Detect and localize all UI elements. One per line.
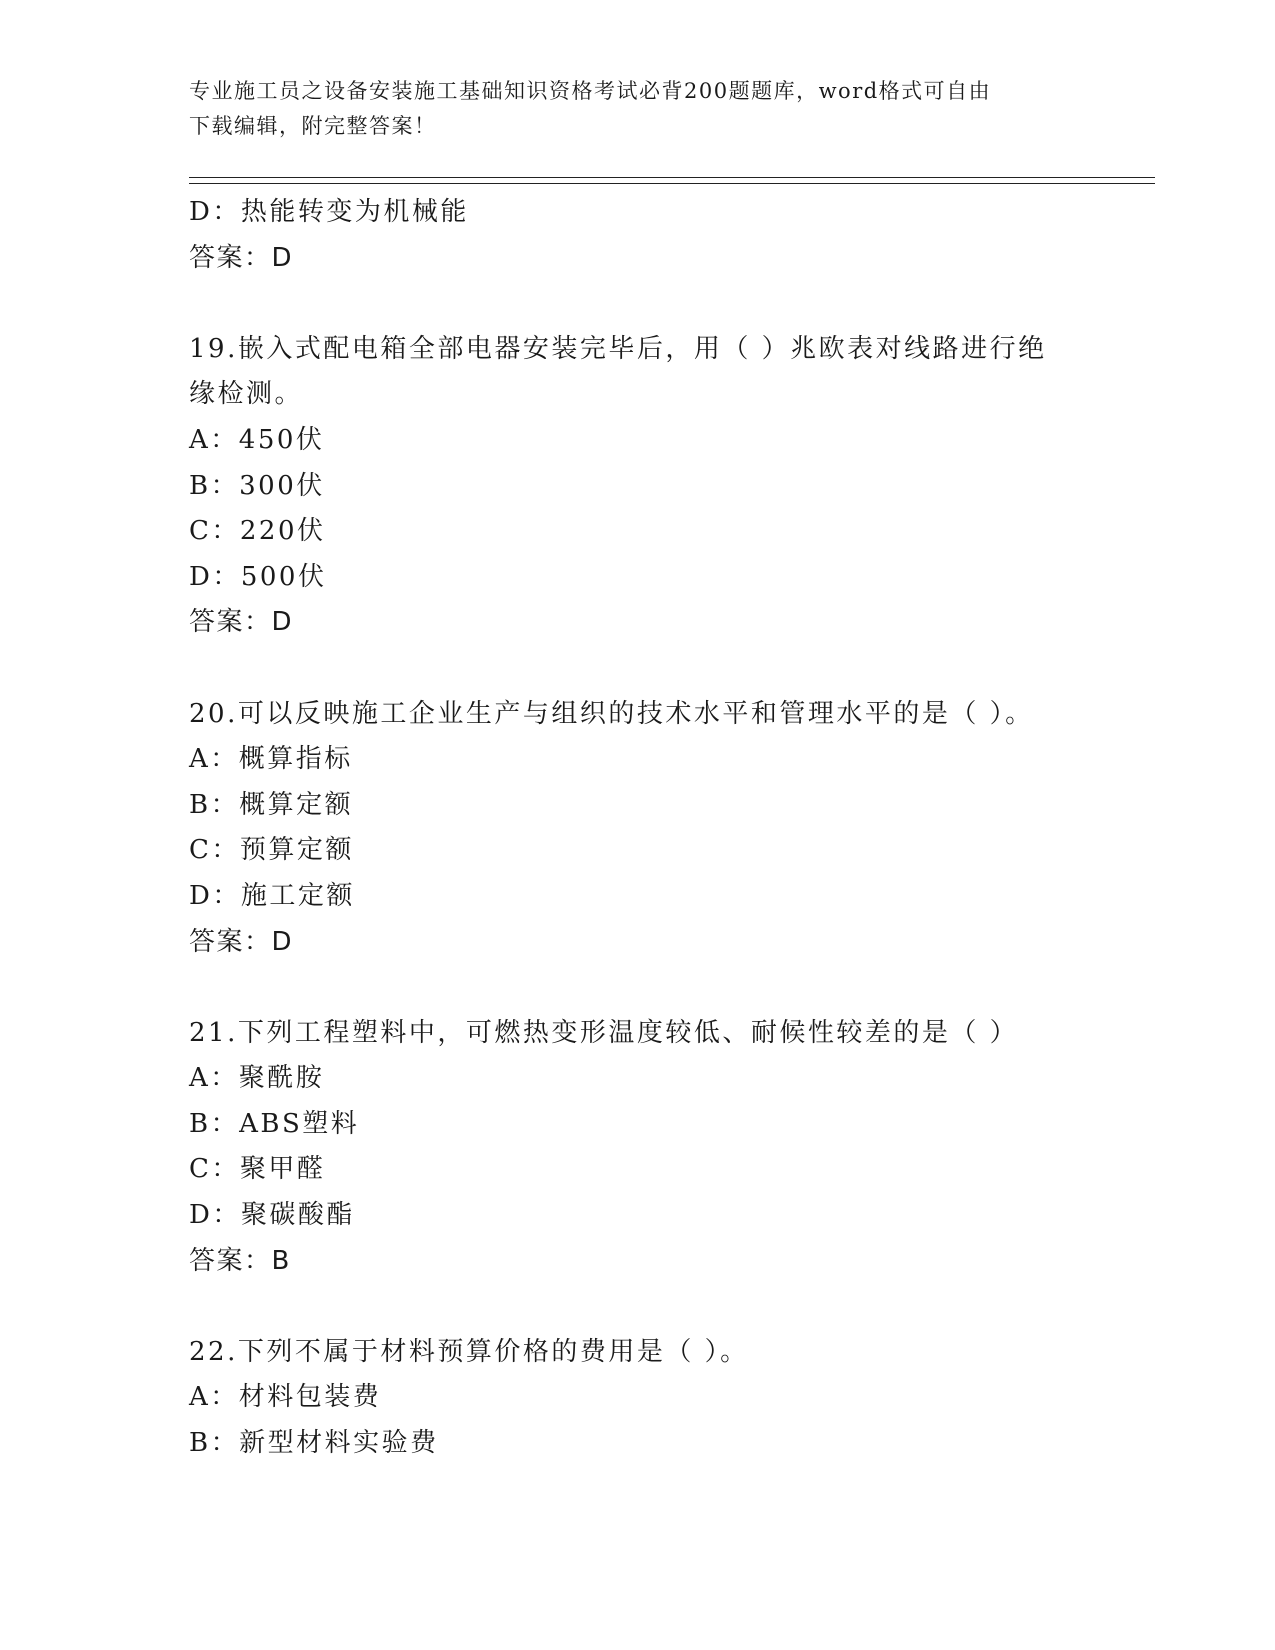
header-line-2: 下载编辑，附完整答案！ xyxy=(189,114,437,138)
question-stem: 19.嵌入式配电箱全部电器安装完毕后，用（ ）兆欧表对线路进行绝 xyxy=(189,333,1047,364)
answer-line: 答案：B xyxy=(189,1245,291,1276)
option-d: D：500伏 xyxy=(189,561,327,592)
option-d: D：热能转变为机械能 xyxy=(189,197,469,227)
spacer xyxy=(189,1284,1089,1330)
option-b: B：300伏 xyxy=(189,470,325,501)
answer-line: 答案：D xyxy=(189,926,294,957)
question-stem-continued: 缘检测。 xyxy=(189,379,304,410)
question-stem: 21.下列工程塑料中，可燃热变形温度较低、耐候性较差的是（ ） xyxy=(189,1017,1019,1048)
answer-line: 答案：D xyxy=(189,607,294,638)
question-stem: 22.下列不属于材料预算价格的费用是（ ）。 xyxy=(189,1336,749,1367)
question-stem: 20.可以反映施工企业生产与组织的技术水平和管理水平的是（ ）。 xyxy=(189,698,1034,729)
spacer xyxy=(189,646,1089,692)
question-content xyxy=(189,190,1089,1467)
option-c: C：预算定额 xyxy=(189,835,354,866)
option-d: D：施工定额 xyxy=(189,880,355,911)
option-c: C：220伏 xyxy=(189,516,326,547)
option-b: B：ABS塑料 xyxy=(189,1108,360,1139)
spacer xyxy=(189,965,1089,1011)
header-divider-bottom xyxy=(189,183,1155,184)
option-b: B：新型材料实验费 xyxy=(189,1428,439,1459)
option-d: D：聚碳酸酯 xyxy=(189,1200,355,1231)
answer-line: 答案：D xyxy=(189,242,294,273)
header-line-1: 专业施工员之设备安装施工基础知识资格考试必背200题题库，word格式可自由 xyxy=(189,79,992,103)
spacer xyxy=(189,281,1089,327)
option-a: A：聚酰胺 xyxy=(189,1063,325,1094)
document-header xyxy=(189,74,1069,144)
option-a: A：材料包装费 xyxy=(189,1382,382,1413)
option-b: B：概算定额 xyxy=(189,789,354,820)
header-divider-top xyxy=(189,177,1155,178)
option-c: C：聚甲醛 xyxy=(189,1154,326,1185)
option-a: A：450伏 xyxy=(189,424,325,455)
option-a: A：概算指标 xyxy=(189,744,353,775)
